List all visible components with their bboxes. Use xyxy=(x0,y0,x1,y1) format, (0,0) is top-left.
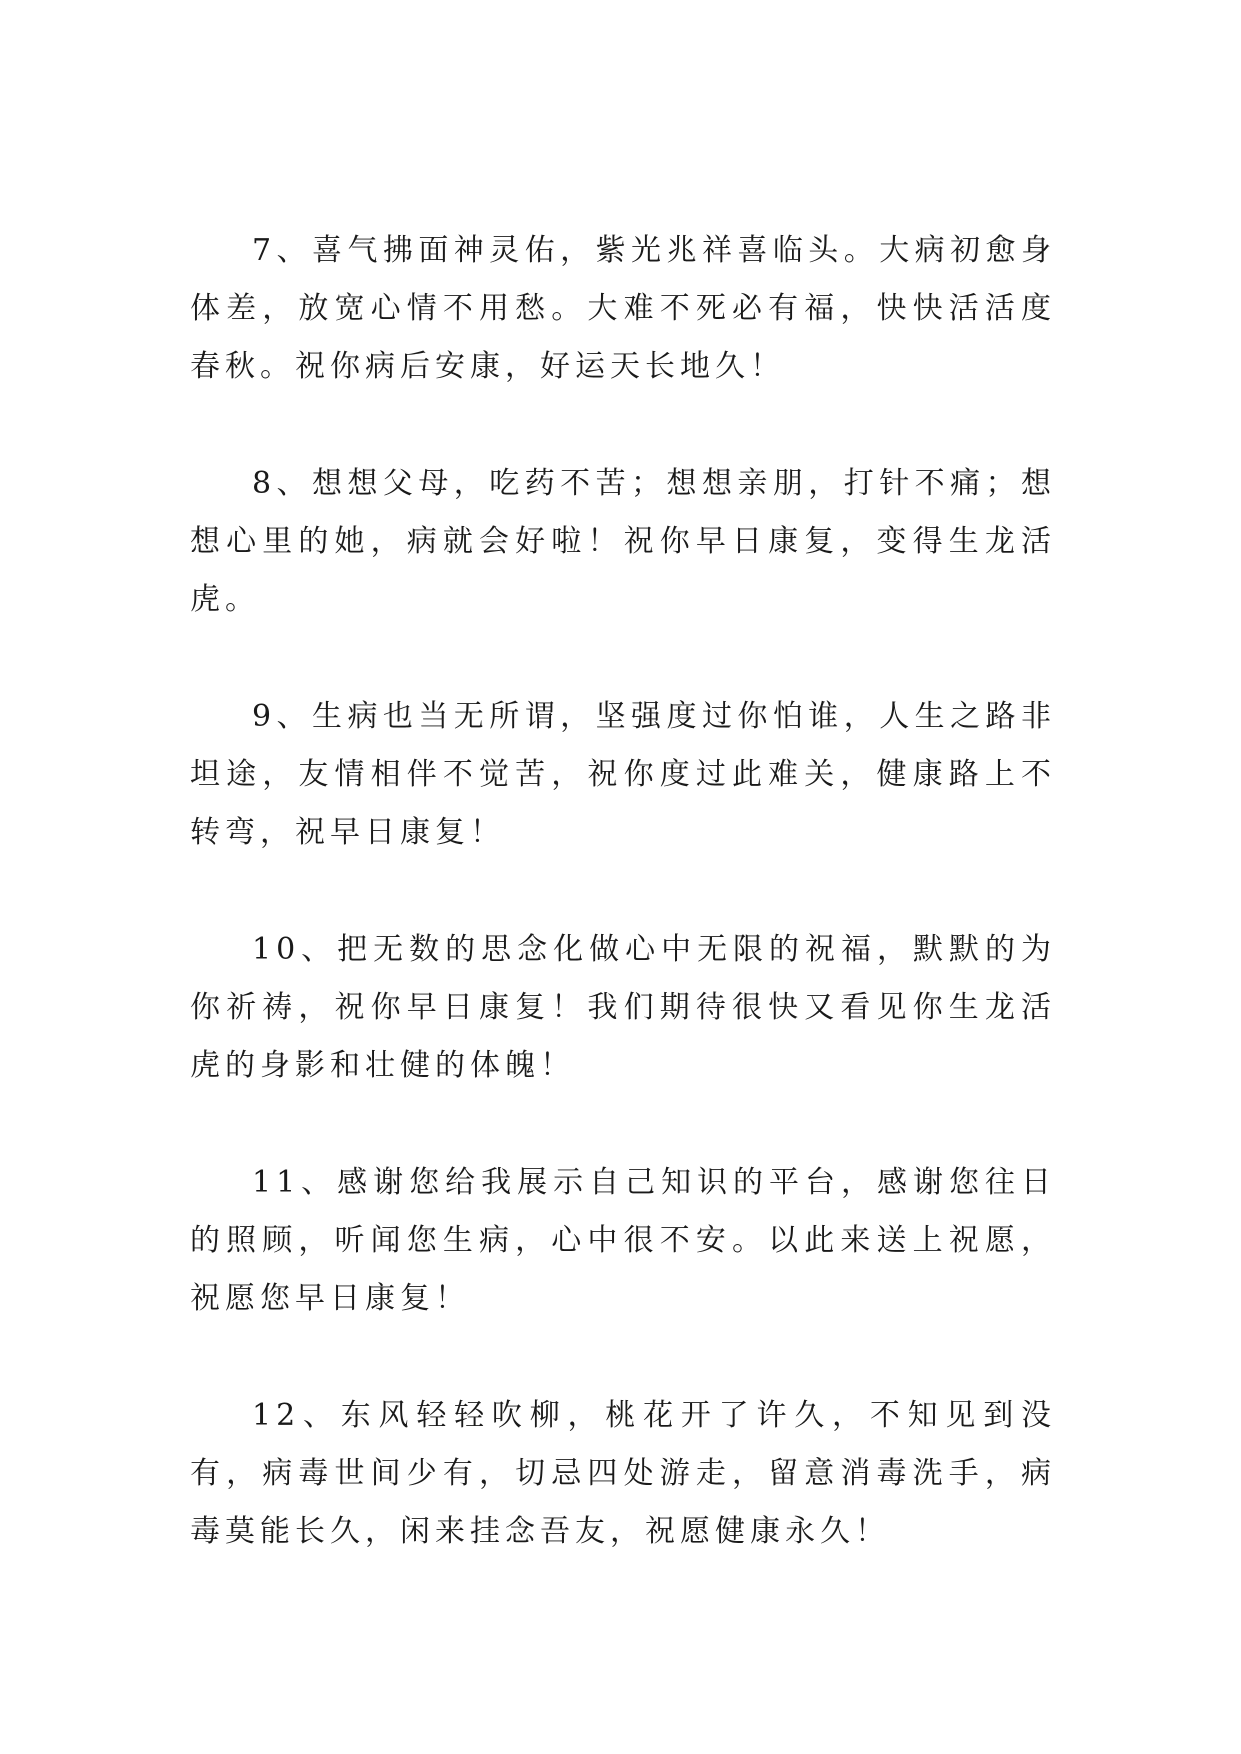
paragraph-9: 9、生病也当无所谓，坚强度过你怕谁，人生之路非坦途，友情相伴不觉苦，祝你度过此难关，健康路上不转弯，祝早日康复！ xyxy=(190,699,1056,850)
paragraph-12: 12、东风轻轻吹柳，桃花开了许久，不知见到没有，病毒世间少有，切忌四处游走，留意消毒洗手，病毒莫能长久，闲来挂念吾友，祝愿健康永久！ xyxy=(190,1398,1056,1549)
document-body xyxy=(190,222,1056,1620)
paragraph-11: 11、感谢您给我展示自己知识的平台，感谢您往日的照顾，听闻您生病，心中很不安。以此来送上祝愿，祝愿您早日康复！ xyxy=(190,1165,1056,1316)
paragraph-7: 7、喜气拂面神灵佑，紫光兆祥喜临头。大病初愈身体差，放宽心情不用愁。大难不死必有福，快快活活度春秋。祝你病后安康，好运天长地久！ xyxy=(190,233,1056,384)
paragraph-8: 8、想想父母，吃药不苦；想想亲朋，打针不痛；想想心里的她，病就会好啦！祝你早日康复，变得生龙活虎。 xyxy=(190,466,1056,617)
paragraph-10: 10、把无数的思念化做心中无限的祝福，默默的为你祈祷，祝你早日康复！我们期待很快又看见你生龙活虎的身影和壮健的体魄！ xyxy=(190,932,1056,1083)
